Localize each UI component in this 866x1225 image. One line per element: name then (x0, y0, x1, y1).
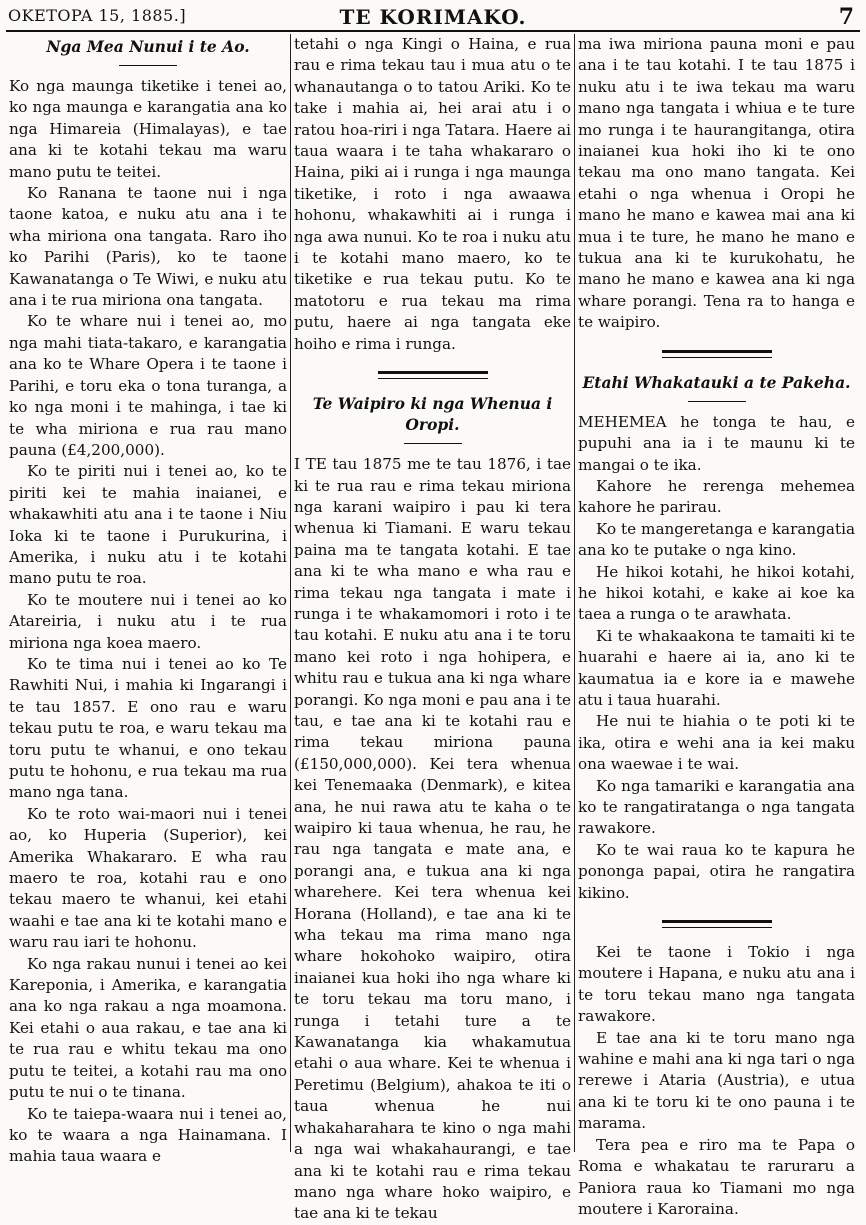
proverb: He hikoi kotahi, he hikoi kotahi, he hikoi kotahi, e kake ai koe ka taea a runga o te arawhata. (578, 562, 855, 624)
proverb: Ko te mangeretanga e karangatia ana ko te putake o nga kino. (578, 519, 855, 560)
paragraph: ma iwa miriona pauna moni e pau ana i te tau kotahi. I te tau 1875 i nuku atu i te iwa tekau ma waru mano nga tangata i whiua e te ture mo runga i te haurangitanga, otira inaianei kua hoki iho ki te ono tekau ma ono mano tangata. Kei etahi o nga whenua i Oropi he mano he mano e kawea mai ana ki mua i te ture, he mano he mano e tukua ana ki te kurukohatu, he mano he mano e kawea ana ki nga whare porangi. Tena ra to hanga e te waipiro. (578, 35, 855, 332)
proverb: Kahore he rerenga mehemea kahore he parirau. (578, 476, 855, 517)
column-3 (574, 34, 858, 1218)
divider (404, 443, 462, 444)
article-title: Nga Mea Nunui i te Ao. (46, 37, 250, 56)
article-title: Etahi Whakatauki a te Pakeha. (582, 372, 851, 392)
article-title: Te Waipiro ki nga Whenua i Oropi. (312, 394, 553, 435)
section-divider (662, 920, 772, 928)
paragraph: Ko nga maunga tiketike i tenei ao, ko nga maunga e karangatia ana ko nga Himareia (Himalayas), e tae ana ki te kotahi tekau ma waru mano putu te teitei. (9, 77, 287, 181)
paragraph: Ko nga rakau nunui i tenei ao kei Kareponia, i Amerika, e karangatia ana ko nga rakau a nga moamona. Kei etahi o aua rakau, e tae ana ki te rua rau e whitu tekau ma ono putu te teitei, a kotahi rau ma ono putu te nui o te tinana. (9, 954, 287, 1102)
paragraph: Ko te piriti nui i tenei ao, ko te piriti kei te mahia inaianei, e whakawhiti atu ana i te taone i Niu Ioka ki te taone i Purukurina, i Amerika, i nuku atu i te kotahi mano putu te roa. (9, 462, 287, 588)
paragraph: Ko te roto wai-maori nui i tenei ao, ko Huperia (Superior), kei Amerika Whakararo. E wha rau maero te roa, kotahi rau e ono tekau maero te whanui, kei etahi waahi e tae ana ki te kotahi mano e waru rau iari te hohonu. (9, 804, 287, 952)
news-item: Tera pea e riro ma te Papa o Roma e whakatau te raruraru a Paniora raua ko Tiamani mo nga moutere i Karoraina. (578, 1135, 855, 1218)
proverb: Ko nga tamariki e karangatia ana ko te rangatiratanga o nga tangata rawakore. (578, 776, 855, 838)
section-divider (662, 350, 772, 358)
issue-date: OKETOPA 15, 1885.] (8, 6, 187, 25)
paragraph: Ko te whare nui i tenei ao, mo nga mahi tiata-takaro, e karangatia ana ko te Whare Opera i te taone i Parihi, e toru eka o tona turanga, a ko nga moni i te mahinga, i tae ki te wha miriona e rua rau mano pauna (£4,200,000). (9, 312, 287, 459)
proverb: MEHEMEA he tonga te hau, e pupuhi ana ia i te maunu ki te mangai o te ika. (578, 412, 855, 474)
paragraph: Ko Ranana te taone nui i nga taone katoa, e nuku atu ana i te wha miriona ona tangata. Raro iho ko Parihi (Paris), ko te taone Kawanatanga o Te Wiwi, e nuku atu ana i te rua miriona ona tangata. (9, 184, 287, 310)
page-header (6, 4, 860, 32)
column-2 (290, 34, 574, 1223)
paragraph: Ko te taiepa-waara nui i tenei ao, ko te waara a nga Hainamana. I mahia taua waara e (9, 1104, 287, 1166)
paragraph: tetahi o nga Kingi o Haina, e rua rau e rima tekau tau i mua atu o te whanautanga o to tatou Ariki. Ko te take i mahia ai, hei arai atu i o ratou hoa-riri i nga Tatara. Haere ai taua waara i te taha whakararo o Haina, piki ai i runga i nga maunga tiketike, i roto i nga awaawa hohonu, whakawhiti ai i runga i nga awa nunui. Ko te roa i nuku atu i te kotahi mano maero, ko te tiketike e rua tekau putu. Ko te matotoru e rua tekau ma rima putu, haere ai nga tangata eke hoiho e rima i runga. (294, 35, 571, 353)
newspaper-title: TE KORIMAKO. (339, 5, 527, 29)
proverb: Ko te wai raua ko te kapura he pononga papai, otira he rangatira kikino. (578, 840, 855, 902)
proverb: He nui te hiahia o te poti ki te ika, otira e wehi ana ia kei maku ona waewae i te wai. (578, 712, 855, 774)
paragraph: I TE tau 1875 me te tau 1876, i tae ki te rua rau e rima tekau miriona nga karani waipiro i pau ki tera whenua ki Tiamani. E waru tekau paina ma te tangata kotahi. E tae ana ki te wha mano e wha rau e rima tekau nga tangata i mate i runga i te whakamomori i roto i te tau kotahi. E nuku atu ana i te toru mano kei roto i nga hohipera, e whitu rau e tukua ana ki nga whare porangi. Ko nga moni e pau ana i te tau, e tae ana ki te kotahi rau e rima tekau miriona pauna (£150,000,000). Kei tera whenua kei Tenemaaka (Denmark), e kitea ana, he nui rawa atu te kaha o te waipiro ki taua whenua, he rau, he rau nga tangata e mate ana, e porangi ana, e tukua ana ki nga wharehere. Kei tera whenua kei Horana (Holland), e tae ana ki te wha tekau ma rima mano nga whare hokohoko waipiro, otira inaianei kua hoki iho nga whare ki te toru tekau ma toru mano, i runga i tetahi ture a te Kawanatanga kia whakamutua etahi o aua whare. Kei te whenua i Peretimu (Belgium), ahakoa te iti o taua whenua he nui whakaharahara te kino o nga mahi a nga wai whakahaurangi, e tae ana ki te kotahi rau e rima tekau mano nga whare hoko waipiro, e tae ana ki te tekau (294, 455, 571, 1223)
page-number: 7 (838, 4, 854, 30)
section-divider (378, 371, 488, 379)
columns (6, 34, 860, 1223)
proverb: Ki te whakaakona te tamaiti ki te huarahi e haere ai ia, ano ki te kaumatua ia e kore ia e mawehe atu i taua huarahi. (578, 626, 855, 709)
paragraph: Ko te moutere nui i tenei ao ko Atareiria, i nuku atu i te rua miriona nga koea maero. (9, 590, 287, 652)
news-item: Kei te taone i Tokio i nga moutere i Hapana, e nuku atu ana i te toru tekau mano nga tangata rawakore. (578, 943, 855, 1026)
news-item: E tae ana ki te toru mano nga wahine e mahi ana ki nga tari o nga rerewe i Ataria (Austria), e utua ana ki te toru ki te ono pauna i te marama. (578, 1028, 855, 1133)
divider (119, 65, 177, 66)
column-1 (6, 34, 290, 1166)
paragraph: Ko te tima nui i tenei ao ko Te Rawhiti Nui, i mahia ki Ingarangi i te tau 1857. E ono rau e waru tekau putu te roa, e waru tekau ma toru putu te whanui, e ono tekau putu te hohonu, e rua tekau ma rua mano nga tana. (9, 654, 287, 802)
divider (688, 401, 746, 402)
